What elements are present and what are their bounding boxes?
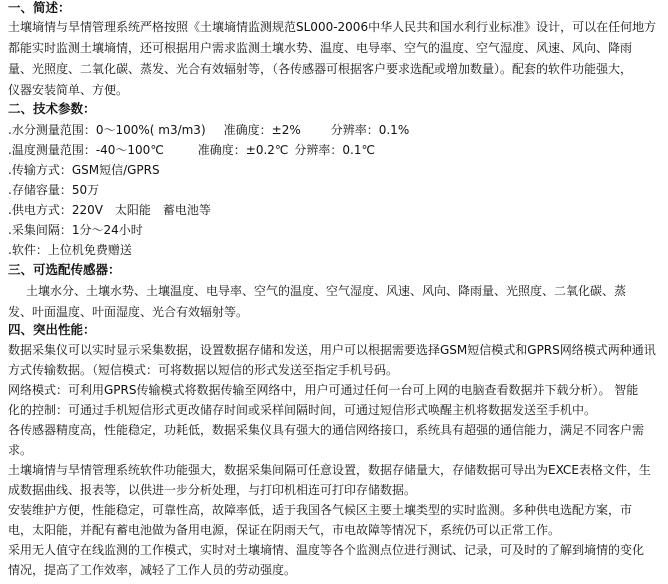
temperature-accuracy: 准确度：±0.2℃ (197, 143, 289, 157)
features-line-9: 安装维护方便，性能稳定，可靠性高，故障率低，适于我国各气候区主要土壤类型的实时监测。多种供电选配方案，市 (8, 503, 633, 517)
power-spec: .供电方式：220V 太阳能 蓄电池等 (8, 203, 211, 217)
moisture-spec-line (8, 122, 662, 140)
heading-optional-sensors: 三、可选配传感器： (8, 262, 121, 277)
moisture-resolution: 分辨率：0.1% (330, 123, 410, 137)
software-spec: .软件：上位机免费赠送 (8, 243, 132, 257)
intro-line-4: 仪器安装简单、方便。 (8, 83, 129, 97)
features-line-10: 电，太阳能，并配有蓄电池做为备用电源，保证在阴雨天气，市电故障等情况下，系统仍可以正常工作。 (8, 523, 561, 537)
transmission-spec: .传输方式：GSM短信/GPRS (8, 163, 160, 177)
features-line-11: 采用无人值守在线监测的工作模式，实时对土壤墒情、温度等各个监测点位进行测试、记录，可及时的了解到墒情的变化 (8, 543, 645, 557)
heading-tech-params: 二、技术参数： (8, 101, 96, 116)
heading-features: 四、突出性能： (8, 322, 96, 337)
sensors-line-1: 土壤水分、土壤水势、土壤温度、电导率、空气的温度、空气湿度、风速、风向、降雨量、光照度、二氧化碳、蒸 (26, 284, 627, 298)
features-line-7: 土壤墒情与旱情管理系统软件功能强大，数据采集间隔可任意设置，数据存储量大，存储数据可导出为EXCE表格文件，生 (8, 463, 651, 477)
features-line-5: 各传感器精度高，性能稳定，功耗低，数据采集仪具有强大的通信网络接口，系统具有超强的通信能力，满足不同客户需 (8, 423, 645, 437)
temperature-spec-line (8, 142, 662, 160)
moisture-range: .水分测量范围：0～100%( m3/m3) (8, 123, 206, 137)
features-line-6: 求。 (8, 443, 33, 457)
features-line-12: 情况，提高了工作效率，减轻了工作人员的劳动强度。 (8, 563, 297, 577)
temperature-range: .温度测量范围：-40～100℃ (8, 143, 164, 157)
storage-spec: .存储容量：50万 (8, 183, 100, 197)
features-line-3: 网络模式：可利用GPRS传输模式将数据传输至网络中，用户可通过任何一台可上网的电脑查看数据并下载分析）。 智能 (8, 383, 639, 397)
features-line-8: 成数据曲线、报表等，以供进一步分析处理，与打印机相连可打印存储数据。 (8, 483, 417, 497)
temperature-resolution: 分辨率：0.1℃ (294, 143, 375, 157)
heading-overview: 一、简述： (8, 0, 71, 15)
intro-line-1: 土壤墒情与旱情管理系统严格按照《土壤墒情监测规范SL000-2006中华人民共和国水利行业标准》设计，可以在任何地方 (8, 20, 657, 34)
sensors-line-2: 发、叶面温度、叶面湿度、光合有效辐射等。 (8, 305, 249, 319)
features-line-1: 数据采集仪可以实时显示采集数据，设置数据存储和发送，用户可以根据需要选择GSM短信模式和GPRS网络模式两种通讯 (8, 343, 656, 357)
features-line-4: 化的控制：可通过手机短信形式更改储存时间或采样间隔时间，可通过短信形式唤醒主机将数据发送至手机中。 (8, 403, 597, 417)
moisture-accuracy: 准确度：±2% (223, 123, 301, 137)
intro-line-2: 都能实时监测土壤墒情，还可根据用户需求监测土壤水势、温度、电导率、空气的温度、空气湿度、风速、风向、降雨 (8, 41, 633, 55)
interval-spec: .采集间隔：1分～24小时 (8, 223, 143, 237)
intro-line-3: 量、光照度、二氧化碳、蒸发、光合有效辐射等，（各传感器可根据客户要求选配或增加数量）。配套的软件功能强大， (8, 62, 633, 76)
features-line-2: 方式传输数据。（短信模式：可将数据以短信的形式发送至指定手机号码。 (8, 363, 399, 377)
